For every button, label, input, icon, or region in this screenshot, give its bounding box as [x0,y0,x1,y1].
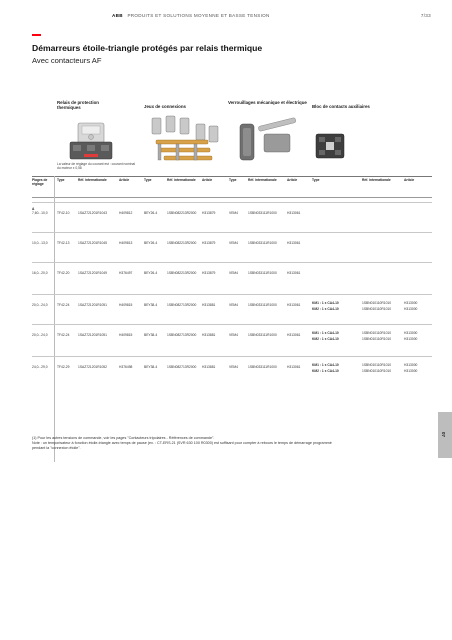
cell-aux-art: H313000 [404,368,418,373]
aux-contact-block-image [312,130,348,162]
cell-aux-label: KM1 : 1 x CA4-10 [312,363,339,367]
cell-conn-type: BEY26-4 [144,241,158,245]
cell-relay-type: TF42-20 [57,271,70,275]
cell-relay-type: TF42-13 [57,241,70,245]
cell-conn-art: H313881 [202,333,216,337]
cell-conn-type: BEY38-4 [144,303,158,307]
cell-aux-ref: 1SBN010110R1010 [362,363,392,367]
setting-note: La valeur de réglage du courant est : courant nominal du moteur x 0,58 [57,162,136,171]
cell-aux-ref: 1SBN010110R1010 [362,306,392,311]
cell-lock-type: VEM4 [229,365,238,369]
cell-plage: 10,0...13,0 [32,241,48,245]
cell-lock-art: H313061 [287,333,301,337]
cell-lock-art: H313061 [287,211,301,215]
table-row [32,324,432,352]
cell-relay-art: H409815 [119,333,133,337]
cell-lock-type: VEM4 [229,333,238,337]
cell-conn-ref: 1SBN082213R2000 [167,211,197,215]
cell-relay-type: TF42-10 [57,211,70,215]
note-line: (1) Pour les autres tensions de commande, voir les pages "Contacteurs tripolaires - Références de commande". [32,436,215,440]
cell-aux-label: KM2 : 1 x CA4-10 [312,368,339,373]
table-row [32,356,432,384]
cell-relay-type: TF42-29 [57,365,70,369]
col-conn-ref: Réf. internationale [167,178,196,182]
cell-aux-art: H313000 [404,306,418,311]
cell-relay-ref: 1SAZ721201R1052 [78,365,107,369]
col-lock-type: Type [229,178,237,182]
cell-conn-ref: 1SBN082713R2000 [167,303,197,307]
cell-plage: 24,0...29,0 [32,365,48,369]
cell-lock-type: VEM4 [229,241,238,245]
cell-aux-ref: 1SBN010110R1010 [362,301,392,305]
cell-aux-label: KM1 : 1 x CA4-10 [312,331,339,335]
header-section-label: PRODUITS ET SOLUTIONS MOYENNE ET BASSE TENSION [127,13,270,18]
cell-relay-art: H409813 [119,241,133,245]
col-aux-ref: Réf. internationale [362,178,391,182]
cell-lock-ref: 1SBN033111R1000 [248,303,277,307]
cell-conn-ref: 1SBN082213R2000 [167,271,197,275]
chapter-tab-label: 07 [441,431,447,438]
cell-relay-art: H409812 [119,211,133,215]
cell-aux-label: KM1 : 1 x CA4-10 [312,301,339,305]
cell-lock-ref: 1SBN033111R1000 [248,211,277,215]
cell-relay-type: TF42-24 [57,333,70,337]
thermal-relay-image [60,120,122,162]
header-brand: ABB [112,13,123,18]
category-aux-contact-blocks: Bloc de contacts auxiliaires [312,104,370,109]
table-row [32,202,432,230]
table-row [32,294,432,322]
cell-conn-type: BEY38-4 [144,365,158,369]
col-aux-article: Article [404,178,415,182]
page-notes [32,436,412,451]
col-relay-ref: Réf. internationale [78,178,107,182]
col-conn-article: Article [202,178,213,182]
cell-aux-ref: 1SBN010110R1010 [362,331,392,335]
cell-lock-art: H313061 [287,271,301,275]
cell-plage: 20,0...24,0 [32,333,48,337]
cell-lock-ref: 1SBN033111R1000 [248,241,277,245]
cell-lock-type: VEM4 [229,271,238,275]
cell-relay-art: H376497 [119,271,133,275]
table-row [32,262,432,290]
cell-conn-ref: 1SBN082713R2000 [167,333,197,337]
col-range: Plages de réglage [32,178,48,187]
category-connection-sets: Jeux de connexions [144,104,186,109]
accent-bar [32,34,41,36]
page-subtitle: Avec contacteurs AF [32,56,102,65]
col-range-unit: A [32,207,35,211]
table-header [32,176,432,211]
cell-conn-type: BEY26-4 [144,271,158,275]
cell-plage: 20,0...24,0 [32,303,48,307]
cell-relay-type: TF42-24 [57,303,70,307]
col-aux-type: Type [312,178,320,182]
col-relay-type: Type [57,178,65,182]
cell-conn-art: H313881 [202,365,216,369]
cell-aux-art: H313000 [404,363,418,367]
cell-lock-art: H313061 [287,365,301,369]
page-header [0,10,452,22]
chapter-tab[interactable] [438,412,452,458]
note-line: pendant la "connexion étoile". [32,446,81,450]
col-conn-type: Type [144,178,152,182]
connection-set-image [146,114,226,170]
cell-relay-ref: 1SAZ721201R1045 [78,241,107,245]
cell-lock-type: VEM4 [229,303,238,307]
cell-relay-art: H376498 [119,365,133,369]
interlock-image [230,116,304,168]
cell-lock-ref: 1SBN033111R1000 [248,333,277,337]
cell-conn-ref: 1SBN082713R2000 [167,365,197,369]
cell-relay-ref: 1SAZ721201R1051 [78,333,107,337]
header-section [112,13,270,18]
cell-conn-art: H313879 [202,211,216,215]
cell-relay-ref: 1SAZ721201R1049 [78,271,107,275]
cell-conn-art: H313879 [202,241,216,245]
cell-plage: 16,0...20,0 [32,271,48,275]
cell-lock-art: H313061 [287,303,301,307]
col-relay-article: Article [119,178,130,182]
cell-aux-art: H313000 [404,301,418,305]
cell-relay-art: H409815 [119,303,133,307]
cell-relay-ref: 1SAZ721201R1051 [78,303,107,307]
category-interlocks: Verrouillages mécanique et électrique [228,100,307,105]
cell-conn-type: BEY38-4 [144,333,158,337]
cell-aux-ref: 1SBN010110R1010 [362,368,392,373]
cell-lock-type: VEM4 [229,211,238,215]
col-lock-ref: Réf. internationale [248,178,277,182]
col-lock-article: Article [287,178,298,182]
note-line: Note : un temporisateur à fonction étoile-triangle avec temps de pause (ex. : CT-ERS.21 (SVR 630 100 R0300) est suffisant pour compter à rebours le temps de démarrage programmé [32,441,332,445]
cell-lock-art: H313061 [287,241,301,245]
cell-conn-ref: 1SBN082213R2000 [167,241,197,245]
page-title: Démarreurs étoile-triangle protégés par relais thermique [32,43,263,53]
cell-conn-type: BEY26-4 [144,211,158,215]
cell-relay-ref: 1SAZ721201R1043 [78,211,107,215]
cell-plage: 7,60...10,0 [32,211,48,215]
cell-aux-art: H313000 [404,336,418,341]
cell-aux-label: KM2 : 1 x CA4-10 [312,306,339,311]
table-row [32,232,432,260]
cell-lock-ref: 1SBN033111R1000 [248,365,277,369]
cell-aux-label: KM2 : 1 x CA4-10 [312,336,339,341]
category-thermal-relays: Relais de protection thermiques [57,100,99,111]
cell-conn-art: H313879 [202,271,216,275]
page-number: 7/33 [420,13,431,18]
cell-aux-art: H313000 [404,331,418,335]
cell-aux-ref: 1SBN010110R1010 [362,336,392,341]
cell-lock-ref: 1SBN033111R1000 [248,271,277,275]
cell-conn-art: H313881 [202,303,216,307]
